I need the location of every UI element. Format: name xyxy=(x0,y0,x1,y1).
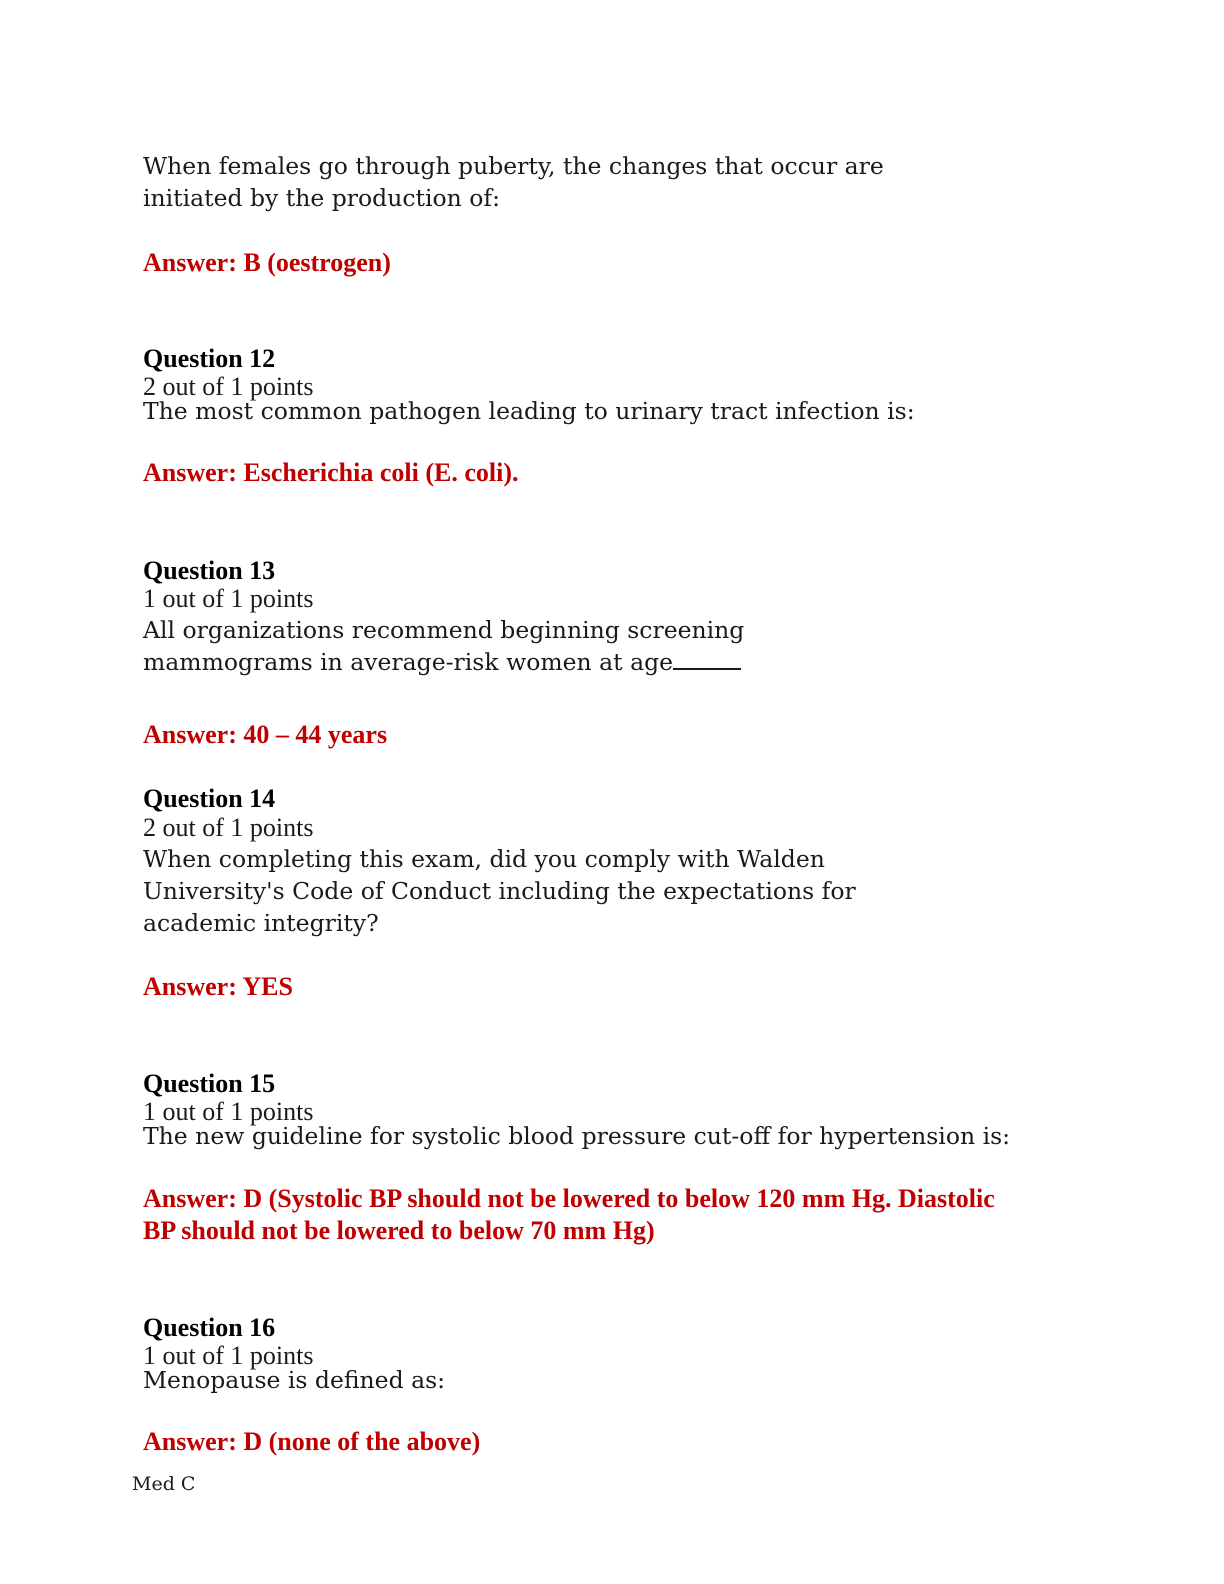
question-13-line-1: All organizations recommend beginning screening xyxy=(143,616,745,644)
question-14-title: Question 14 xyxy=(143,784,276,813)
question-16-points: 1 out of 1 points xyxy=(143,1341,314,1370)
question-16-title: Question 16 xyxy=(143,1313,276,1342)
intro-question xyxy=(143,150,884,214)
fill-in-blank xyxy=(673,650,741,670)
question-15-answer-line-2: BP should not be lowered to below 70 mm Hg) xyxy=(143,1216,655,1245)
question-12-answer: Answer: Escherichia coli (E. coli). xyxy=(143,458,519,487)
page-footer: Med C xyxy=(132,1473,196,1495)
question-15-points: 1 out of 1 points xyxy=(143,1097,314,1126)
question-13-line-2: mammograms in average-risk women at age xyxy=(143,646,744,678)
question-13-answer: Answer: 40 – 44 years xyxy=(143,720,388,749)
question-12-text: The most common pathogen leading to urinary tract infection is: xyxy=(143,397,915,425)
intro-question-line-2: initiated by the production of: xyxy=(143,184,500,212)
question-13-points: 1 out of 1 points xyxy=(143,584,314,613)
question-15-answer-line-1: Answer: D (Systolic BP should not be lowered to below 120 mm Hg. Diastolic xyxy=(143,1184,995,1213)
question-14-line-2: University's Code of Conduct including the expectations for xyxy=(143,877,856,905)
question-15-text: The new guideline for systolic blood pressure cut-off for hypertension is: xyxy=(143,1122,1011,1150)
intro-question-line-1: When females go through puberty, the changes that occur are xyxy=(143,152,884,180)
question-12-title: Question 12 xyxy=(143,344,276,373)
intro-answer: Answer: B (oestrogen) xyxy=(143,248,391,277)
question-15-answer xyxy=(143,1183,995,1247)
question-14-text xyxy=(143,843,856,939)
question-13-title: Question 13 xyxy=(143,556,276,585)
question-16-answer: Answer: D (none of the above) xyxy=(143,1427,481,1456)
question-16-text: Menopause is defined as: xyxy=(143,1366,446,1394)
question-14-points: 2 out of 1 points xyxy=(143,813,314,842)
question-13-text xyxy=(143,614,744,678)
question-14-line-1: When completing this exam, did you comply with Walden xyxy=(143,845,825,873)
question-14-line-3: academic integrity? xyxy=(143,909,379,937)
question-12-points: 2 out of 1 points xyxy=(143,372,314,401)
question-14-answer: Answer: YES xyxy=(143,972,293,1001)
question-15-title: Question 15 xyxy=(143,1069,276,1098)
